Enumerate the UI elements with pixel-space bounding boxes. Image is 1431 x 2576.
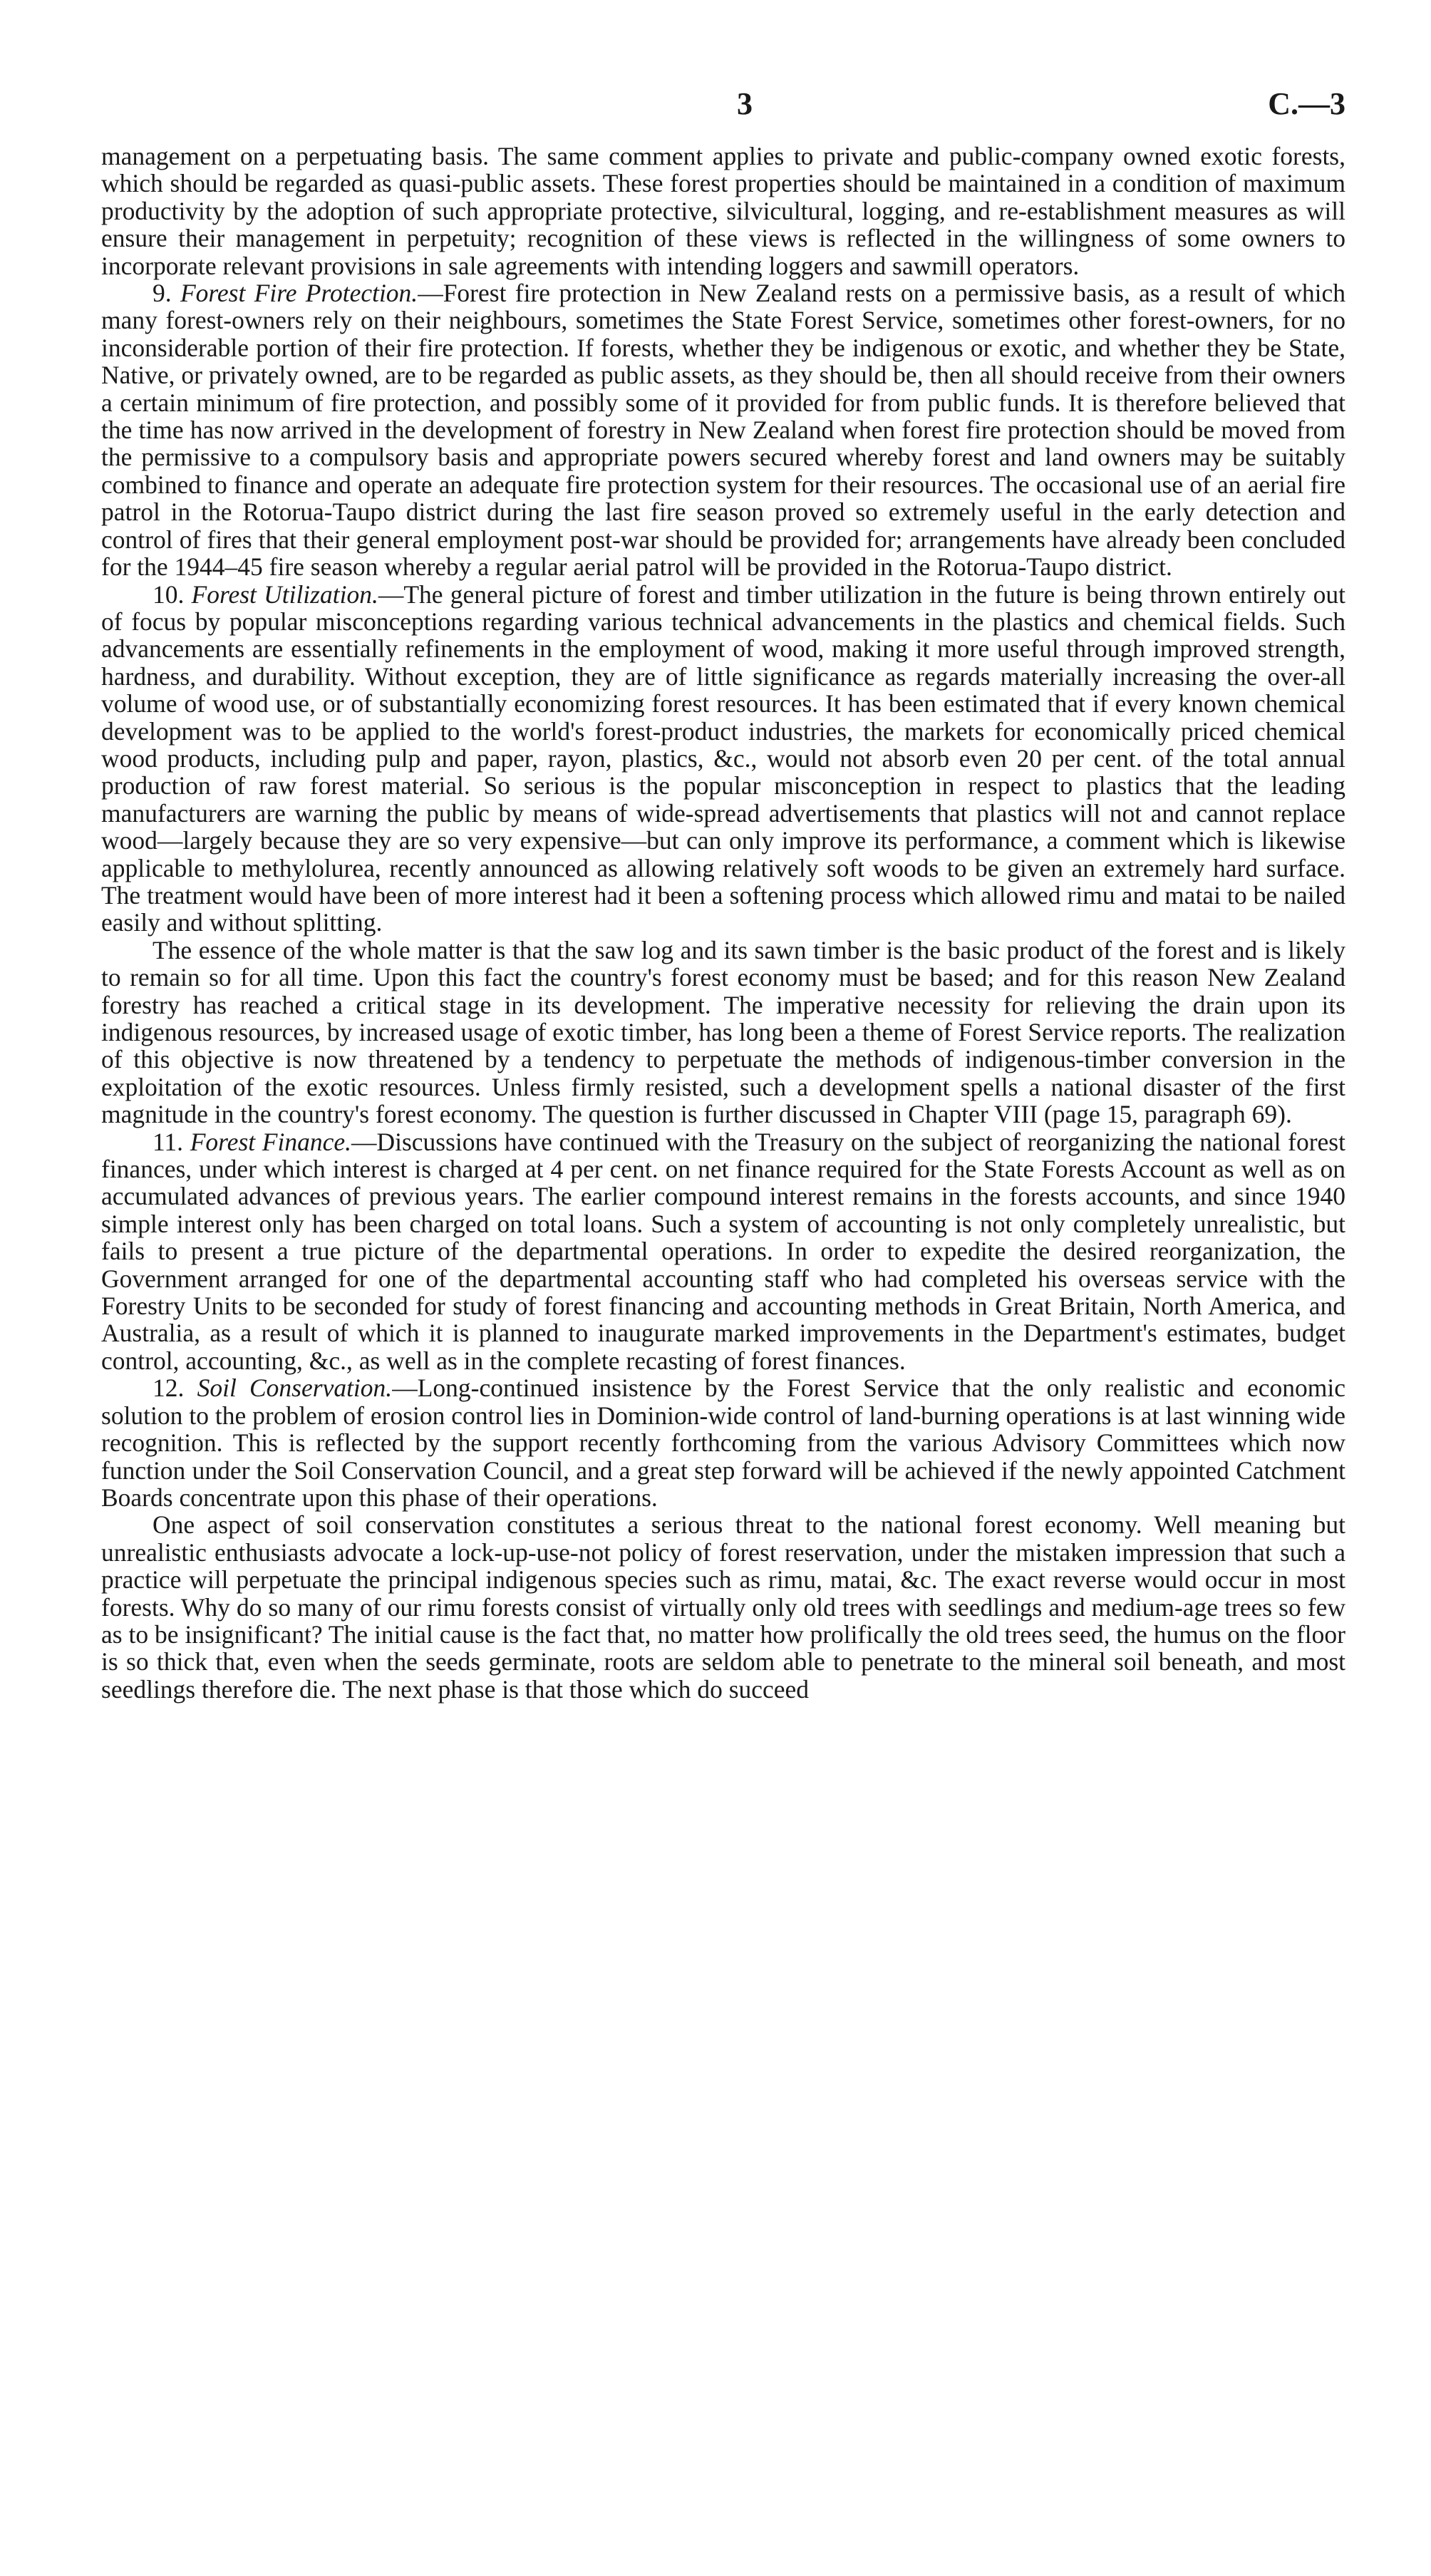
paragraph-saw-log-essence: [101, 937, 1345, 1128]
paragraph-text: —Forest fire protection in New Zealand rests on a permissive basis, as a result of which many forest-owners rely on their neighbours, sometimes the State Forest Service, sometimes other forest-owners, for no inconsiderable portion of their fire protection. If forests, whether they be indigenous or exotic, and whether they be State, Native, or privately owned, are to be regarded as public assets, as they should be, then all should receive from their owners a certain minimum of fire protection, and possibly some of it provided for from public funds. It is therefore believed that the time has now arrived in the development of forestry in New Zealand when forest fire protection should be moved from the permissive to a compulsory basis and appropriate powers secured whereby forest and land owners may be suitably combined to finance and operate an adequate fire protection system for their resources. The occasional use of an aerial fire patrol in the Rotorua-Taupo district during the last fire season proved so extremely useful in the early detection and control of fires that their general employment post-war should be provided for; arrangements have already been concluded for the 1944–45 fire season whereby a regular aerial patrol will be provided in the Rotorua-Taupo district.: [101, 279, 1345, 582]
paragraph-text: —Discussions have continued with the Treasury on the subject of reorganizing the national forest finances, under which interest is charged at 4 per cent. on net finance required for the State Forests Account as well as on accumulated advances of previous years. The earlier compound interest remains in the forests accounts, and since 1940 simple interest only has been charged on total loans. Such a system of accounting is not only completely unrealistic, but fails to present a true picture of the departmental operations. In order to expedite the desired reorganization, the Government arranged for one of the departmental accounting staff who had completed his overseas service with the Forestry Units to be seconded for study of forest financing and accounting methods in Great Britain, North America, and Australia, as a result of which it is planned to inaugurate marked improvements in the Department's estimates, budget control, accounting, &c., as well as in the complete recasting of forest finances.: [101, 1127, 1345, 1375]
page-number: 3: [737, 86, 753, 121]
paragraph-text: One aspect of soil conservation constitutes a serious threat to the national forest economy. Well meaning but unrealistic enthusiasts advocate a lock-up-use-not policy of forest reservation, under the mistaken impression that such a practice will perpetuate the principal indigenous species such as rimu, matai, &c. The exact reverse would occur in most forests. Why do so many of our rimu forests consist of virtually only old trees with seedlings and medium-age trees so few as to be insignificant? The initial cause is the fact that, no matter how prolifically the old trees seed, the humus on the floor is so thick that, even when the seeds germinate, roots are seldom able to penetrate to the mineral soil beneath, and most seedlings therefore die. The next phase is that those which do succeed: [101, 1510, 1345, 1704]
running-header: [101, 86, 1345, 143]
paragraph-heading: Forest Fire Protection.: [180, 279, 418, 308]
document-page: [101, 86, 1345, 1703]
paragraph-continuation: [101, 143, 1345, 279]
paragraph-soil-conservation-threat: [101, 1511, 1345, 1703]
paragraph-forest-utilization: [101, 581, 1345, 937]
paragraph-text: management on a perpetuating basis. The same comment applies to private and public-company owned exotic forests, which should be regarded as quasi-public assets. These forest properties should be maintained in a condition of maximum productivity by the adoption of such appropriate protective, silvicultural, logging, and re-establishment measures as will ensure their management in perpetuity; recognition of these views is reflected in the willingness of some owners to incorporate relevant provisions in sale agreements with intending loggers and sawmill operators.: [101, 142, 1345, 280]
paragraph-soil-conservation: [101, 1374, 1345, 1511]
paragraph-text: The essence of the whole matter is that the saw log and its sawn timber is the basic product of the forest and is likely to remain so for all time. Upon this fact the country's forest economy must be based; and for this reason New Zealand forestry has reached a critical stage in its development. The imperative necessity for relieving the drain upon its indigenous resources, by increased usage of exotic timber, has long been a theme of Forest Service reports. The realization of this objective is now threatened by a tendency to perpetuate the methods of indigenous-timber conversion in the exploitation of the exotic resources. Unless firmly resisted, such a development spells a national disaster of the first magnitude in the country's forest economy. The question is further discussed in Chapter VIII (page 15, paragraph 69).: [101, 935, 1345, 1129]
paragraph-heading: Soil Conservation.: [197, 1374, 393, 1403]
paragraph-forest-finance: [101, 1128, 1345, 1375]
paragraph-heading: Forest Finance.: [190, 1127, 351, 1156]
paragraph-number: 11.: [153, 1127, 184, 1156]
paragraph-number: 9.: [153, 279, 172, 308]
paragraph-text: —The general picture of forest and timber utilization in the future is being thrown entirely out of focus by popular misconceptions regarding various technical advancements in the plastics and chemical fields. Such advancements are essentially refinements in the employment of wood, making it more useful through improved strength, hardness, and durability. Without exception, they are of little significance as regards materially increasing the over-all volume of wood use, or of substantially economizing forest resources. It has been estimated that if every known chemical development was to be applied to the world's forest-product industries, the markets for economically priced chemical wood products, including pulp and paper, rayon, plastics, &c., would not absorb even 20 per cent. of the total annual production of raw forest material. So serious is the popular misconception in respect to plastics that the leading manufacturers are warning the public by means of wide-spread advertisements that plastics will not and cannot replace wood—largely because they are so very expensive—but can only improve its performance, a comment which is likewise applicable to methylolurea, recently announced as allowing relatively soft woods to be given an extremely hard surface. The treatment would have been of more interest had it been a softening process which allowed rimu and matai to be nailed easily and without splitting.: [101, 579, 1345, 937]
paragraph-forest-fire-protection: [101, 279, 1345, 580]
paragraph-text: —Long-continued insistence by the Forest Service that the only realistic and economic solution to the problem of erosion control lies in Dominion-wide control of land-burning operations is at last winning wide recognition. This is reflected by the support recently forthcoming from the various Advisory Committees which now function under the Soil Conservation Council, and a great step forward will be achieved if the newly appointed Catchment Boards concentrate upon this phase of their operations.: [101, 1374, 1345, 1512]
document-reference: C.—3: [1268, 86, 1345, 121]
paragraph-number: 12.: [153, 1374, 185, 1403]
paragraph-number: 10.: [153, 579, 185, 609]
body-text: [101, 143, 1345, 1703]
paragraph-heading: Forest Utilization.: [191, 579, 378, 609]
